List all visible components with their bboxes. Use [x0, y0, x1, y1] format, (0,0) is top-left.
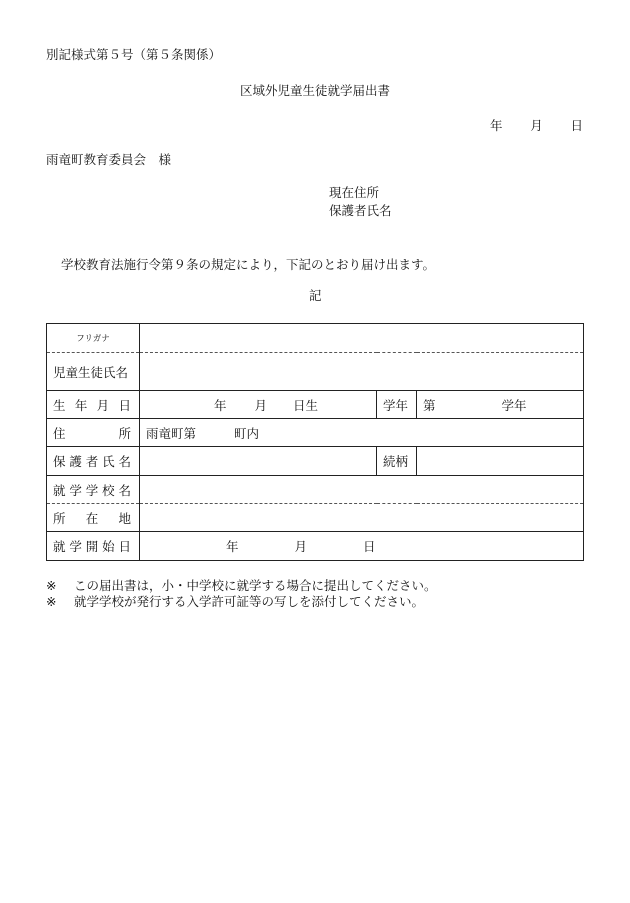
relation-field[interactable]: [417, 447, 584, 476]
address-label-char: 所: [118, 425, 131, 441]
start-year-unit: 年: [226, 539, 239, 554]
note-mark: ※: [46, 594, 57, 609]
birth-label-char: 生: [53, 397, 66, 413]
relation-label: 続柄: [377, 447, 417, 476]
birth-month-unit: 月: [254, 397, 268, 413]
grade-suffix: 学年: [501, 397, 527, 413]
date-day: 日: [570, 118, 583, 133]
guardian-name-field[interactable]: [140, 447, 377, 476]
start-date-field[interactable]: [140, 532, 584, 561]
location-label-char: 在: [85, 510, 99, 526]
note-text: 就学学校が発行する入学許可証等の写しを添付してください。: [74, 594, 425, 609]
table-row-student-name: [47, 353, 584, 391]
table-row-address: [47, 419, 584, 447]
date-month: 月: [530, 118, 543, 133]
location-label-char: 所: [53, 510, 66, 526]
form-number: 別記様式第５号（第５条関係）: [46, 47, 222, 62]
start-label-char: 始: [102, 539, 115, 554]
address-district: 町内: [234, 425, 260, 441]
date-line: [490, 120, 583, 133]
addressee: 雨竜町教育委員会 様: [46, 152, 172, 167]
table-row-furigana: [47, 324, 584, 353]
school-label-char: 学: [85, 482, 99, 498]
statement: 学校教育法施行令第９条の規定により，下記のとおり届け出ます。: [61, 257, 436, 272]
date-year: 年: [490, 118, 503, 133]
table-row-birth-grade: [47, 391, 584, 419]
note-item: [46, 594, 437, 610]
document-title-text: 区域外児童生徒就学届出書: [239, 83, 390, 98]
start-label-char: 就: [53, 539, 66, 554]
location-field[interactable]: [140, 504, 584, 532]
birth-label-char: 年: [74, 397, 88, 413]
applicant-address-label: 現在住所: [329, 185, 380, 200]
grade-label: 学年: [377, 391, 417, 419]
location-label-char: 地: [118, 510, 131, 526]
notes: [46, 578, 437, 610]
address-town: 雨竜町第: [146, 425, 197, 441]
furigana-label: フリガナ: [47, 324, 140, 353]
birth-day-unit: 日生: [293, 397, 319, 413]
table-row-school: [47, 476, 584, 504]
table-row-guardian: [47, 447, 584, 476]
location-label: [47, 504, 140, 532]
grade-prefix: 第: [423, 397, 436, 413]
applicant-name-label: 保護者氏名: [329, 203, 392, 218]
school-name-field[interactable]: [140, 476, 584, 504]
school-label-char: 名: [118, 482, 131, 498]
birth-date-field[interactable]: [140, 391, 377, 419]
table-row-start-date: [47, 532, 584, 561]
start-label-char: 学: [69, 539, 82, 554]
school-label-char: 就: [53, 482, 66, 498]
start-month-unit: 月: [294, 539, 308, 554]
guardian-label-char: 氏: [102, 454, 115, 469]
guardian-label-char: 者: [85, 454, 99, 469]
guardian-label-char: 名: [118, 454, 131, 469]
school-label-char: 校: [102, 482, 115, 498]
birth-year-unit: 年: [214, 397, 227, 413]
note-mark: ※: [46, 578, 57, 593]
start-day-unit: 日: [363, 539, 376, 554]
student-name-field[interactable]: [140, 353, 584, 391]
start-label-char: 日: [118, 539, 131, 554]
start-label-char: 開: [85, 539, 99, 554]
student-name-label: 児童生徒氏名: [47, 353, 140, 391]
guardian-name-label: [47, 447, 140, 476]
notification-form-table: [46, 323, 584, 561]
birth-label-char: 月: [96, 397, 110, 413]
birth-date-label: [47, 391, 140, 419]
note-text: この届出書は，小・中学校に就学する場合に提出してください。: [74, 578, 437, 593]
address-field[interactable]: [140, 419, 584, 447]
school-name-label: [47, 476, 140, 504]
table-row-location: [47, 504, 584, 532]
note-item: [46, 578, 437, 594]
birth-label-char: 日: [118, 397, 131, 413]
guardian-label-char: 護: [69, 454, 82, 469]
ki-label: 記: [309, 288, 322, 303]
start-date-label: [47, 532, 140, 561]
address-label-char: 住: [53, 425, 66, 441]
address-label: [47, 419, 140, 447]
grade-field[interactable]: [417, 391, 584, 419]
guardian-label-char: 保: [53, 454, 66, 469]
school-label-char: 学: [69, 482, 82, 498]
document-title: [0, 85, 630, 98]
furigana-field[interactable]: [140, 324, 584, 353]
